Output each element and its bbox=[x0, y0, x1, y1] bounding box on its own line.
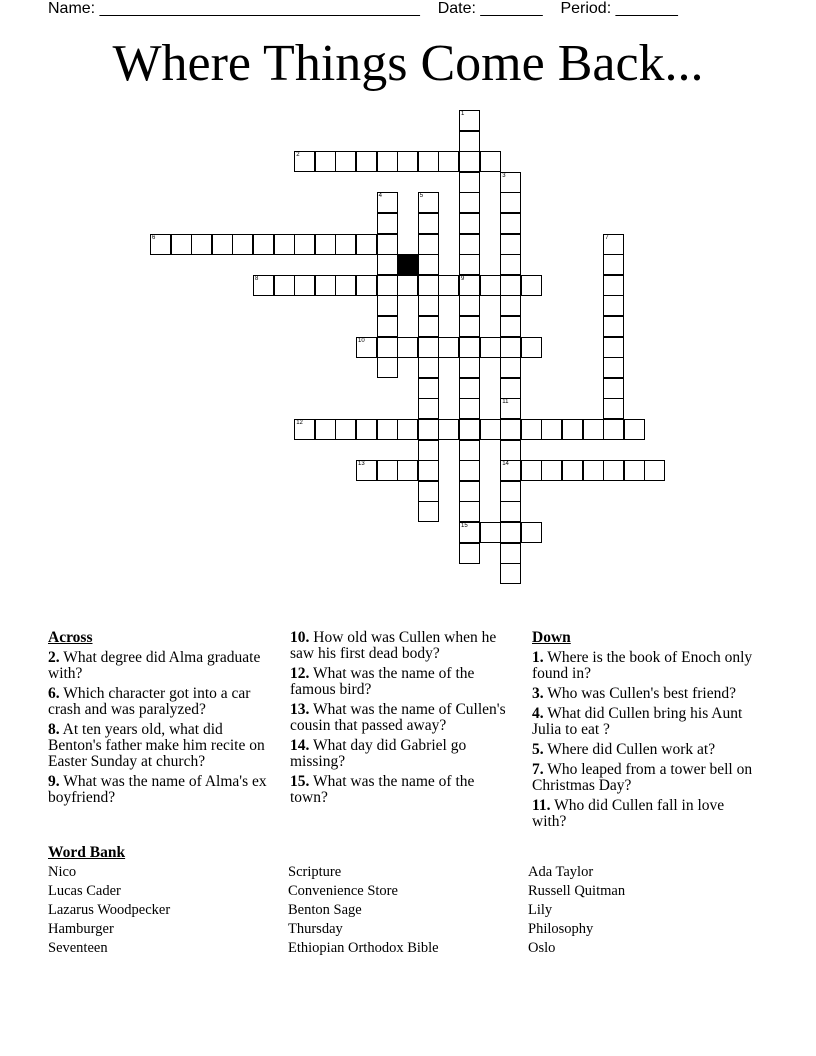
crossword-cell[interactable] bbox=[459, 213, 480, 234]
crossword-cell[interactable] bbox=[418, 295, 439, 316]
crossword-cell[interactable] bbox=[500, 357, 521, 378]
crossword-cell[interactable] bbox=[459, 460, 480, 481]
crossword-cell[interactable] bbox=[294, 151, 315, 172]
crossword-cell[interactable] bbox=[377, 275, 398, 296]
clue-number: 15 bbox=[461, 523, 468, 529]
across-clue: 2. What degree did Alma graduate with? bbox=[48, 649, 261, 682]
across-clue: 14. What day did Gabriel go missing? bbox=[290, 737, 467, 770]
clue-number: 10 bbox=[358, 337, 365, 344]
crossword-cell[interactable] bbox=[500, 522, 521, 543]
crossword-cell[interactable] bbox=[459, 172, 480, 193]
crossword-cell[interactable] bbox=[500, 543, 521, 564]
crossword-cell[interactable] bbox=[294, 275, 315, 296]
down-heading: Down bbox=[532, 629, 571, 646]
crossword-cell[interactable] bbox=[541, 419, 562, 440]
word-bank-item: Thursday bbox=[288, 921, 343, 937]
crossword-cell[interactable] bbox=[418, 357, 439, 378]
crossword-cell[interactable] bbox=[583, 419, 604, 440]
across-clues-col1 bbox=[48, 630, 270, 810]
crossword-cell[interactable] bbox=[500, 172, 521, 193]
crossword-cell[interactable] bbox=[500, 501, 521, 522]
crossword-cell[interactable] bbox=[603, 357, 624, 378]
crossword-cell[interactable] bbox=[335, 419, 356, 440]
down-clue: 11. Who did Cullen fall in love with? bbox=[532, 797, 725, 830]
crossword-cell[interactable] bbox=[624, 419, 645, 440]
crossword-cell[interactable] bbox=[521, 275, 542, 296]
crossword-cell[interactable] bbox=[377, 254, 398, 275]
crossword-cell[interactable] bbox=[644, 460, 665, 481]
crossword-cell[interactable] bbox=[418, 440, 439, 461]
crossword-cell[interactable] bbox=[315, 234, 336, 255]
word-bank-item: Benton Sage bbox=[288, 902, 362, 918]
crossword-cell[interactable] bbox=[500, 192, 521, 213]
crossword-cell[interactable] bbox=[418, 254, 439, 275]
crossword-cell[interactable] bbox=[459, 398, 480, 419]
crossword-cell[interactable] bbox=[438, 275, 459, 296]
crossword-cell[interactable] bbox=[418, 460, 439, 481]
clue-number: 7 bbox=[605, 234, 609, 241]
word-bank-item: Scripture bbox=[288, 864, 342, 880]
down-clue: 5. Where did Cullen work at? bbox=[532, 741, 716, 758]
crossword-cell[interactable] bbox=[356, 460, 377, 481]
crossword-cell[interactable] bbox=[418, 234, 439, 255]
name-date-period-line: Name: ____________________________________ Date: _______ Period: _______ bbox=[48, 0, 678, 17]
crossword-cell[interactable] bbox=[459, 234, 480, 255]
crossword-cell[interactable] bbox=[418, 192, 439, 213]
crossword-cell[interactable] bbox=[480, 337, 501, 358]
crossword-cell[interactable] bbox=[356, 275, 377, 296]
crossword-cell[interactable] bbox=[562, 460, 583, 481]
crossword-cell[interactable] bbox=[521, 337, 542, 358]
crossword-cell[interactable] bbox=[500, 254, 521, 275]
clue-number: 14 bbox=[502, 461, 509, 468]
page-title: Where Things Come Back... bbox=[112, 35, 704, 92]
crossword-cell[interactable] bbox=[294, 419, 315, 440]
crossword-cell[interactable] bbox=[397, 419, 418, 440]
crossword-cell[interactable] bbox=[335, 275, 356, 296]
crossword-cell[interactable] bbox=[377, 316, 398, 337]
crossword-cell[interactable] bbox=[521, 522, 542, 543]
crossword-cell[interactable] bbox=[459, 254, 480, 275]
crossword-cell[interactable] bbox=[500, 398, 521, 419]
black-cell bbox=[397, 254, 418, 275]
clue-number: 12 bbox=[296, 420, 303, 426]
down-clues bbox=[532, 630, 758, 834]
across-clue: 9. What was the name of Alma's ex boyfriend? bbox=[48, 773, 267, 806]
crossword-cell[interactable] bbox=[459, 501, 480, 522]
crossword-cell[interactable] bbox=[377, 295, 398, 316]
crossword-cell[interactable] bbox=[438, 419, 459, 440]
crossword-cell[interactable] bbox=[459, 151, 480, 172]
crossword-cell[interactable] bbox=[603, 460, 624, 481]
crossword-cell[interactable] bbox=[500, 481, 521, 502]
crossword-cell[interactable] bbox=[562, 419, 583, 440]
crossword-cell[interactable] bbox=[377, 357, 398, 378]
crossword-cell[interactable] bbox=[500, 460, 521, 481]
across-clue: 12. What was the name of the famous bird? bbox=[290, 665, 475, 698]
crossword-cell[interactable] bbox=[459, 131, 480, 152]
crossword-cell[interactable] bbox=[335, 234, 356, 255]
crossword-cell[interactable] bbox=[377, 151, 398, 172]
crossword-cell[interactable] bbox=[418, 501, 439, 522]
crossword-cell[interactable] bbox=[603, 275, 624, 296]
word-bank-item: Philosophy bbox=[528, 921, 594, 937]
clue-number: 13 bbox=[358, 461, 365, 468]
word-bank-item: Convenience Store bbox=[288, 883, 398, 899]
crossword-cell[interactable] bbox=[459, 357, 480, 378]
crossword-cell[interactable] bbox=[521, 419, 542, 440]
crossword-cell[interactable] bbox=[480, 419, 501, 440]
crossword-cell[interactable] bbox=[377, 337, 398, 358]
crossword-cell[interactable] bbox=[377, 460, 398, 481]
word-bank-item: Lucas Cader bbox=[48, 883, 121, 899]
crossword-cell[interactable] bbox=[459, 295, 480, 316]
crossword-cell[interactable] bbox=[603, 337, 624, 358]
crossword-cell[interactable] bbox=[150, 234, 171, 255]
crossword-cell[interactable] bbox=[377, 419, 398, 440]
crossword-cell[interactable] bbox=[418, 316, 439, 337]
word-bank-heading: Word Bank bbox=[48, 844, 126, 861]
crossword-cell[interactable] bbox=[377, 192, 398, 213]
crossword-cell[interactable] bbox=[500, 563, 521, 584]
crossword-cell[interactable] bbox=[541, 460, 562, 481]
crossword-cell[interactable] bbox=[500, 337, 521, 358]
word-bank-item: Lazarus Woodpecker bbox=[48, 902, 171, 918]
clue-number: 1 bbox=[461, 111, 465, 117]
crossword-cell[interactable] bbox=[418, 419, 439, 440]
crossword-cell[interactable] bbox=[253, 275, 274, 296]
crossword-cell[interactable] bbox=[603, 398, 624, 419]
crossword-cell[interactable] bbox=[418, 151, 439, 172]
crossword-cell[interactable] bbox=[335, 151, 356, 172]
crossword-cell[interactable] bbox=[356, 234, 377, 255]
crossword-cell[interactable] bbox=[212, 234, 233, 255]
crossword-cell[interactable] bbox=[274, 275, 295, 296]
word-bank-col2 bbox=[288, 863, 439, 958]
crossword-cell[interactable] bbox=[603, 419, 624, 440]
clue-number: 3 bbox=[502, 172, 506, 179]
crossword-cell[interactable] bbox=[315, 419, 336, 440]
word-bank-item: Ada Taylor bbox=[528, 864, 594, 880]
crossword-cell[interactable] bbox=[459, 337, 480, 358]
down-clue: 4. What did Cullen bring his Aunt Julia to eat ? bbox=[532, 705, 743, 738]
clue-number: 8 bbox=[255, 275, 259, 282]
crossword-cell[interactable] bbox=[191, 234, 212, 255]
crossword-cell[interactable] bbox=[418, 378, 439, 399]
crossword-cell[interactable] bbox=[603, 234, 624, 255]
crossword-cell[interactable] bbox=[459, 192, 480, 213]
crossword-cell[interactable] bbox=[397, 337, 418, 358]
crossword-cell[interactable] bbox=[253, 234, 274, 255]
crossword-cell[interactable] bbox=[521, 460, 542, 481]
crossword-cell[interactable] bbox=[459, 110, 480, 131]
crossword-cell[interactable] bbox=[500, 275, 521, 296]
crossword-cell[interactable] bbox=[418, 213, 439, 234]
crossword-cell[interactable] bbox=[459, 316, 480, 337]
crossword-cell[interactable] bbox=[500, 419, 521, 440]
across-clue: 10. How old was Cullen when he saw his first dead body? bbox=[290, 629, 497, 662]
word-bank-item: Lily bbox=[528, 902, 553, 918]
crossword-cell[interactable] bbox=[377, 234, 398, 255]
crossword-cell[interactable] bbox=[459, 378, 480, 399]
word-bank-item: Nico bbox=[48, 864, 77, 880]
crossword-cell[interactable] bbox=[356, 419, 377, 440]
across-clue: 15. What was the name of the town? bbox=[290, 773, 475, 806]
across-clues-col2 bbox=[290, 630, 512, 810]
clue-number: 9 bbox=[461, 275, 465, 282]
crossword-cell[interactable] bbox=[459, 481, 480, 502]
across-heading: Across bbox=[48, 629, 93, 646]
crossword-cell[interactable] bbox=[171, 234, 192, 255]
word-bank-item: Russell Quitman bbox=[528, 883, 626, 899]
crossword-cell[interactable] bbox=[377, 213, 398, 234]
crossword-cell[interactable] bbox=[480, 522, 501, 543]
clue-number: 5 bbox=[419, 193, 424, 200]
crossword-cell[interactable] bbox=[500, 295, 521, 316]
down-clue: 1. Where is the book of Enoch only found in? bbox=[532, 649, 753, 682]
word-bank-col1 bbox=[48, 863, 170, 958]
crossword-cell[interactable] bbox=[294, 234, 315, 255]
clue-number: 4 bbox=[378, 193, 382, 200]
crossword-cell[interactable] bbox=[624, 460, 645, 481]
crossword-cell[interactable] bbox=[356, 151, 377, 172]
crossword-cell[interactable] bbox=[418, 275, 439, 296]
crossword-cell[interactable] bbox=[459, 419, 480, 440]
crossword-cell[interactable] bbox=[459, 275, 480, 296]
crossword-cell[interactable] bbox=[500, 316, 521, 337]
crossword-cell[interactable] bbox=[500, 440, 521, 461]
crossword-cell[interactable] bbox=[603, 254, 624, 275]
across-clue: 13. What was the name of Cullen's cousin that passed away? bbox=[290, 701, 506, 734]
crossword-cell[interactable] bbox=[480, 275, 501, 296]
crossword-cell[interactable] bbox=[583, 460, 604, 481]
crossword-cell[interactable] bbox=[397, 151, 418, 172]
crossword-cell[interactable] bbox=[356, 337, 377, 358]
crossword-cell[interactable] bbox=[418, 398, 439, 419]
crossword-cell[interactable] bbox=[418, 481, 439, 502]
crossword-cell[interactable] bbox=[603, 378, 624, 399]
crossword-cell[interactable] bbox=[438, 151, 459, 172]
crossword-cell[interactable] bbox=[459, 440, 480, 461]
crossword-cell[interactable] bbox=[232, 234, 253, 255]
clue-number: 2 bbox=[296, 152, 300, 159]
word-bank-item: Oslo bbox=[528, 940, 556, 956]
crossword-cell[interactable] bbox=[397, 460, 418, 481]
crossword-cell[interactable] bbox=[603, 316, 624, 337]
down-clue: 3. Who was Cullen's best friend? bbox=[532, 685, 736, 702]
crossword-cell[interactable] bbox=[500, 213, 521, 234]
crossword-cell[interactable] bbox=[500, 378, 521, 399]
word-bank-item: Hamburger bbox=[48, 921, 114, 937]
clue-number: 11 bbox=[502, 399, 509, 406]
down-clue: 7. Who leaped from a tower bell on Christmas Day? bbox=[532, 761, 753, 794]
crossword-cell[interactable] bbox=[438, 337, 459, 358]
word-bank-item: Seventeen bbox=[48, 940, 108, 956]
across-clue: 8. At ten years old, what did Benton's father make him recite on Easter Sunday at church? bbox=[48, 721, 265, 770]
crossword-cell[interactable] bbox=[397, 275, 418, 296]
crossword-cell[interactable] bbox=[603, 295, 624, 316]
crossword-cell[interactable] bbox=[480, 151, 501, 172]
word-bank-item: Ethiopian Orthodox Bible bbox=[288, 940, 439, 956]
crossword-cell[interactable] bbox=[459, 543, 480, 564]
crossword-cell[interactable] bbox=[459, 522, 480, 543]
across-clue: 6. Which character got into a car crash and was paralyzed? bbox=[48, 685, 251, 718]
crossword-cell[interactable] bbox=[274, 234, 295, 255]
clue-number: 6 bbox=[152, 234, 156, 241]
word-bank-col3 bbox=[528, 863, 625, 958]
crossword-cell[interactable] bbox=[315, 151, 336, 172]
crossword-cell[interactable] bbox=[418, 337, 439, 358]
crossword-cell[interactable] bbox=[500, 234, 521, 255]
crossword-cell[interactable] bbox=[315, 275, 336, 296]
